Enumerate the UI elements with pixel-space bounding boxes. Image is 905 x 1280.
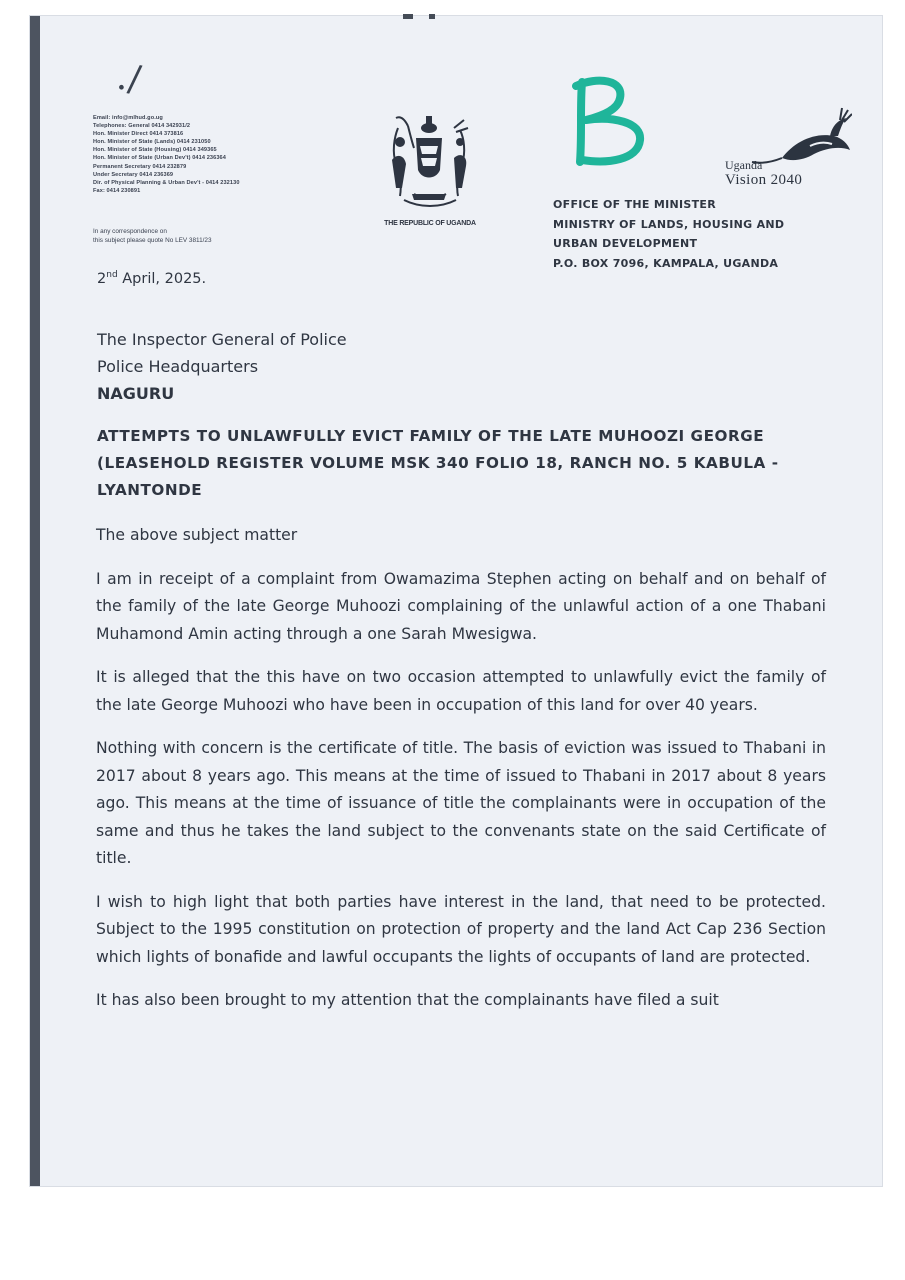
paragraph: Nothing with concern is the certificate of title. The basis of eviction was issued to Thabani in 2017 about 8 years ago. This means at the time of issued to Thabani in 2017 about 8 years ago. This means at the time of issuance of title the complainants were in occupation of the same and thus he takes the land subject to the convenants state on the said Certificate of title. [96, 739, 826, 867]
contact-line: Hon. Minister Direct 0414 373816 [93, 131, 184, 138]
addressee-place: NAGURU [97, 384, 175, 403]
vision-label-small: Uganda [725, 158, 763, 172]
uganda-coat-of-arms-icon [374, 108, 484, 218]
office-line: P.O. BOX 7096, KAMPALA, UGANDA [553, 256, 779, 270]
contact-line: Hon. Minister of State (Housing) 0414 349365 [93, 147, 217, 154]
ministry-address-block [553, 195, 853, 273]
vision-label-big: Vision 2040 [725, 172, 803, 188]
subject-heading: ATTEMPTS TO UNLAWFULLY EVICT FAMILY OF THE LATE MUHOOZI GEORGE (LEASEHOLD REGISTER VOLUME MSK 340 FOLIO 18, RANCH NO. 5 KABULA -LYANTONDE [97, 427, 779, 499]
contact-line: Under Secretary 0414 236369 [93, 171, 174, 178]
republic-label: THE REPUBLIC OF UGANDA [384, 220, 476, 227]
paragraph: I wish to high light that both parties have interest in the land, that need to be protected. Subject to the 1995 constitution on protection of property and the land Act Cap 236 Section which lights of bonafide and lawful occupants the lights of occupants of land are protected. [96, 892, 826, 966]
paragraph: The above subject matter [96, 526, 298, 544]
scan-top-marks [395, 14, 455, 22]
reference-line: In any correspondence on [93, 228, 167, 235]
office-line: OFFICE OF THE MINISTER [553, 198, 716, 211]
contact-line: Telephones: General 0414 342931/2 [93, 123, 191, 130]
reference-note [93, 227, 323, 245]
contact-line: Fax: 0414 230891 [93, 187, 141, 194]
paragraph: I am in receipt of a complaint from Owamazima Stephen acting on behalf and on behalf of the family of the late George Muhoozi complaining of the unlawful action of a one Thabani Muhamond Amin acting through a one Sarah Mwesigwa. [96, 569, 826, 643]
annotation-letter-text [595, 118, 596, 119]
addressee-line: The Inspector General of Police [97, 330, 347, 349]
contact-line: Hon. Minister of State (Urban Dev't) 0414 236364 [93, 155, 226, 162]
office-line: MINISTRY OF LANDS, HOUSING AND [553, 217, 785, 231]
paragraph: It is alleged that the this have on two occasion attempted to unlawfully evict the family of the late George Muhoozi who have been in occupation of this land for over 40 years. [96, 668, 826, 714]
date-suffix: nd [106, 270, 118, 280]
handwritten-mark: ./ [114, 56, 144, 101]
contact-line: Email: info@mlhud.go.ug [93, 115, 163, 121]
office-line: URBAN DEVELOPMENT [553, 237, 698, 250]
scan-left-edge [30, 16, 40, 1186]
contact-details [93, 114, 343, 195]
contact-line: Permanent Secretary 0414 232879 [93, 163, 187, 170]
date-rest: April, 2025. [117, 271, 207, 287]
addressee-line: Police Headquarters [97, 357, 259, 376]
contact-line: Dir. of Physical Planning & Urban Dev't - 0414 232130 [93, 179, 240, 186]
reference-line: this subject please quote No LEV 3811/23 [93, 237, 212, 244]
letter-body [96, 522, 826, 1031]
contact-line: Hon. Minister of State (Lands) 0414 231050 [93, 139, 211, 146]
paragraph: It has also been brought to my attention that the complainants have filed a suit [96, 991, 719, 1009]
letter-date [97, 270, 206, 287]
date-day: 2 [97, 271, 107, 287]
addressee-block [97, 326, 347, 407]
handwritten-annotation-b [568, 76, 653, 168]
